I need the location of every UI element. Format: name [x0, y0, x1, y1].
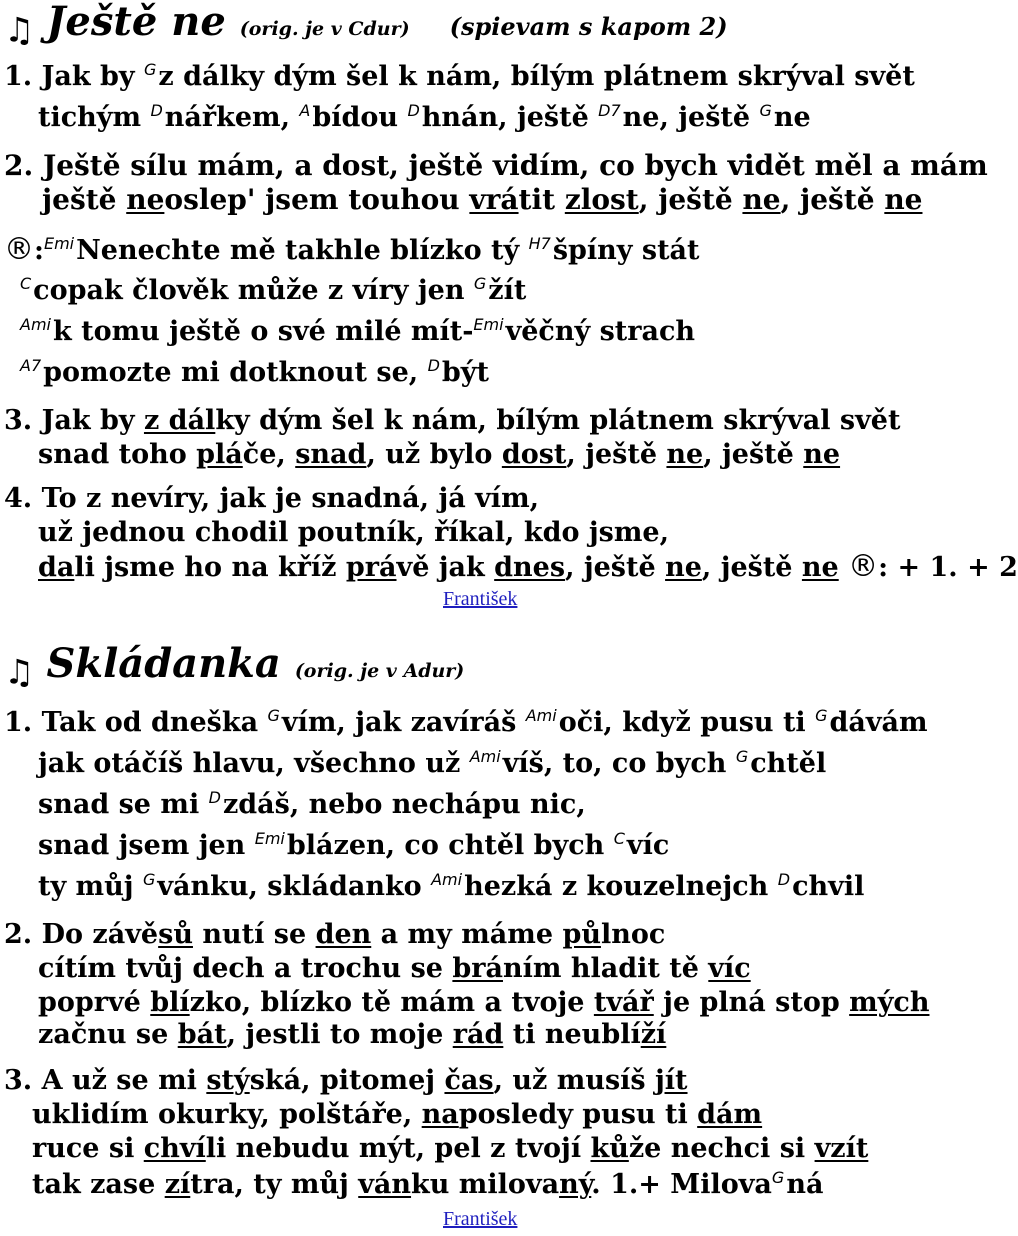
lyric-text: ky — [215, 405, 250, 436]
refrain-line — [20, 317, 695, 350]
lyric-text: copak člověk může z víry jen — [33, 275, 465, 306]
lyric-text: ná — [786, 1169, 824, 1200]
lyric-text: , jestli to moje — [226, 1019, 444, 1050]
verse-line — [38, 549, 1018, 584]
lyric-text: víc — [626, 830, 670, 861]
lyric-text: že nechci si — [628, 1133, 806, 1164]
lyric-text: : + 1. + 2 — [878, 552, 1018, 583]
lyric-text: tvář — [593, 987, 654, 1018]
lyric-text: prá — [345, 552, 397, 583]
chord: D7 — [598, 101, 621, 120]
verse-line — [4, 406, 900, 436]
lyric-text: poprvé — [38, 987, 141, 1018]
lyric-text: Jak by — [41, 61, 135, 92]
song-1-original-key: (orig. je v Cdur) — [239, 18, 410, 40]
chord: G — [143, 60, 157, 79]
chord: G — [815, 706, 828, 725]
refrain-line — [20, 276, 526, 309]
music-note-icon: ♫ — [4, 10, 35, 51]
lyric-text: zko, blízko tě mám a tvoje — [189, 987, 585, 1018]
chord: Ami — [20, 315, 51, 334]
verse-number: 3. — [4, 405, 33, 436]
lyric-text: ne — [801, 552, 839, 583]
verse-line — [32, 1134, 868, 1164]
lyric-text: den — [315, 919, 372, 950]
chord: D — [208, 788, 221, 807]
verse-line — [4, 1066, 688, 1096]
verse-number: 1. — [4, 61, 33, 92]
lyric-text: A už se mi — [41, 1065, 197, 1096]
lyric-text: už jednou chodil poutník, říkal, kdo jsme, — [38, 517, 669, 548]
lyric-text: Do závě — [41, 919, 159, 950]
lyric-text: ruce si — [32, 1133, 135, 1164]
lyric-text: blázen, co chtěl bych — [286, 830, 605, 861]
song-1-title: Ještě ne — [46, 0, 226, 45]
lyric-text: ne — [666, 439, 704, 470]
lyric-text: Ještě sílu mám, a dost, ještě vidím, co bych vidět měl a mám — [42, 149, 988, 182]
lyric-text: jak otáčíš hlavu, všechno už — [38, 748, 461, 779]
lyric-text: špíny stát — [552, 235, 700, 266]
lyric-text: mých — [849, 987, 930, 1018]
lyric-text: vánku, skládanko — [157, 871, 422, 902]
verse-number: 1. — [4, 707, 33, 738]
lyric-text: zí — [164, 1169, 191, 1200]
chord: G — [267, 706, 280, 725]
lyric-text: snad jsem jen — [38, 830, 246, 861]
verse-line — [38, 440, 840, 470]
lyric-text: víc — [708, 953, 751, 984]
song-1-capo-note: (spievam s kapom 2) — [449, 12, 728, 41]
lyric-text: ne — [665, 552, 702, 583]
lyric-text: ne, ještě — [622, 102, 751, 133]
chord: G — [142, 870, 156, 889]
chord: A7 — [20, 356, 42, 375]
lyric-text: brá — [452, 953, 503, 984]
lyric-text: ská, pitomej — [249, 1065, 436, 1096]
lyric-text: lnoc — [600, 919, 666, 950]
chord: Ami — [431, 870, 463, 889]
lyric-text: blí — [150, 987, 190, 1018]
lyric-text: nářkem, — [164, 102, 291, 133]
lyric-text: ván — [358, 1169, 412, 1200]
lyric-text: jít — [655, 1065, 688, 1096]
lyric-text: ne — [884, 183, 923, 216]
verse-line — [38, 831, 669, 864]
chord: C — [20, 274, 32, 293]
lyric-text: chtěl — [750, 748, 827, 779]
lyric-text: posledy pusu ti — [458, 1099, 688, 1130]
lyric-text: , už bylo — [366, 439, 493, 470]
lyric-text: To z nevíry, jak je snadná, já vím, — [41, 483, 540, 514]
lyric-text: zdáš, nebo nechápu nic, — [222, 789, 586, 820]
verse-line — [38, 790, 586, 823]
author-link[interactable]: František — [443, 1208, 518, 1230]
registered-icon: ® — [848, 549, 879, 584]
lyric-text: na — [421, 1099, 459, 1130]
verse-line — [38, 103, 811, 136]
lyric-text: dost — [501, 439, 567, 470]
lyric-text: tit — [518, 183, 556, 216]
chord: C — [613, 829, 625, 848]
author-link[interactable]: František — [443, 588, 518, 610]
lyric-text: čas — [444, 1065, 494, 1096]
chord: Ami — [469, 747, 501, 766]
lyric-text: ků — [590, 1133, 629, 1164]
lyric-text: ty můj — [38, 871, 134, 902]
lyric-text: cítím tvůj dech a trochu se — [38, 953, 443, 984]
lyric-text: tichým — [38, 102, 142, 133]
lyric-text: , ještě — [566, 439, 658, 470]
lyric-text: , ještě — [701, 552, 793, 583]
chord: G — [473, 274, 487, 293]
lyric-text: vě jak — [396, 552, 485, 583]
lyric-text: ne — [126, 183, 165, 216]
verse-line — [32, 1170, 823, 1203]
chord: G — [771, 1168, 785, 1187]
song-1-header — [4, 0, 728, 51]
lyric-text: a my máme — [380, 919, 554, 950]
chord: A — [299, 101, 311, 120]
lyric-text: dnes — [494, 552, 566, 583]
lyric-text: tra, ty můj — [190, 1169, 349, 1200]
lyric-text: pomozte mi dotknout se, — [43, 357, 419, 388]
chord: Emi — [43, 234, 75, 253]
lyric-text: z dál — [143, 405, 216, 436]
lyric-text: oslep' jsem touhou — [164, 183, 460, 216]
chord: Emi — [254, 829, 285, 848]
music-note-icon: ♫ — [4, 652, 35, 693]
verse-number: 3. — [4, 1065, 33, 1096]
lyric-text: snad toho — [38, 439, 187, 470]
verse-line — [42, 185, 922, 215]
lyric-text: stý — [206, 1065, 250, 1096]
lyric-text: dým šel k nám, bílým plátnem skrýval svět — [259, 405, 901, 436]
lyric-text: z dálky dým šel k nám, bílým plátnem skrýval svět — [158, 61, 915, 92]
lyric-text: da — [38, 552, 75, 583]
verse-line — [4, 708, 928, 741]
verse-number: 4. — [4, 483, 33, 514]
chord: D — [427, 356, 440, 375]
lyric-text: chví — [143, 1133, 206, 1164]
verse-number: 2. — [4, 149, 34, 182]
lyric-text: li jsme ho na kříž — [74, 552, 337, 583]
lyric-text: plá — [196, 439, 243, 470]
lyric-text: snad — [295, 439, 367, 470]
lyric-text: zlost — [564, 183, 639, 216]
lyric-text: : — [34, 235, 44, 266]
chord: D — [777, 870, 791, 889]
lyric-text: Tak od dneška — [41, 707, 259, 738]
lyric-text: být — [441, 357, 489, 388]
lyric-text: chvil — [792, 871, 865, 902]
lyric-text: Nenechte mě takhle blízko tý — [76, 235, 520, 266]
lyric-text: rád — [452, 1019, 504, 1050]
lyric-text: ne — [742, 183, 781, 216]
lyric-text: dávám — [829, 707, 928, 738]
verse-line — [38, 1020, 666, 1050]
lyric-text: . 1.+ Milova — [591, 1169, 772, 1200]
registered-icon: ® — [4, 232, 34, 267]
lyric-text: , ještě — [703, 439, 794, 470]
lyric-text: , ještě — [638, 183, 733, 216]
chord: G — [759, 101, 772, 120]
lyric-text: vím, jak zavíráš — [281, 707, 517, 738]
verse-line — [4, 151, 988, 181]
verse-line — [38, 954, 751, 984]
lyric-text: ný — [559, 1169, 592, 1200]
verse-line — [32, 1100, 762, 1130]
verse-line — [38, 988, 929, 1018]
lyric-text: uklidím okurky, polštáře, — [32, 1099, 413, 1130]
lyric-text: ním hladit tě — [502, 953, 699, 984]
chord: H7 — [528, 234, 551, 253]
lyric-text: dám — [697, 1099, 763, 1130]
lyric-text: snad se mi — [38, 789, 200, 820]
lyric-text: věčný strach — [505, 316, 696, 347]
chord: Ami — [525, 706, 557, 725]
lyric-text: bídou — [312, 102, 399, 133]
chord: D — [407, 101, 420, 120]
verse-number: 2. — [4, 919, 33, 950]
lyric-text: pů — [562, 919, 601, 950]
lyric-text: hnán, ještě — [421, 102, 589, 133]
lyric-text: je plná stop — [663, 987, 840, 1018]
lyric-text: sů — [158, 919, 193, 950]
lyric-text: če, — [242, 439, 286, 470]
lyric-text: vrá — [469, 183, 519, 216]
lyric-text: , už musíš — [493, 1065, 646, 1096]
lyric-text: začnu se — [38, 1019, 169, 1050]
chord: Emi — [473, 315, 504, 334]
refrain-line — [20, 358, 489, 391]
lyric-text: , ještě — [565, 552, 656, 583]
lyric-text: tak zase — [32, 1169, 156, 1200]
lyric-text: bát — [177, 1019, 227, 1050]
song-2-title: Skládanka — [46, 640, 281, 687]
song-2-original-key: (orig. je v Adur) — [294, 660, 465, 682]
verse-line — [4, 62, 915, 95]
chord: D — [150, 101, 163, 120]
lyric-text: víš, to, co bych — [502, 748, 727, 779]
lyric-text: ku milova — [411, 1169, 560, 1200]
lyric-text: ží — [640, 1019, 667, 1050]
lyric-text: Jak by — [41, 405, 135, 436]
verse-line — [4, 484, 539, 514]
lyric-text: žít — [488, 275, 527, 306]
lyric-text: ti neublí — [512, 1019, 641, 1050]
lyric-text: k tomu ještě o své milé mít- — [52, 316, 474, 347]
lyric-text: vzít — [814, 1133, 869, 1164]
verse-line — [38, 872, 864, 905]
lyric-text: , ještě — [780, 183, 875, 216]
lyric-text: li nebudu mýt, pel z tvojí — [205, 1133, 582, 1164]
lyric-text: hezká z kouzelnejch — [464, 871, 769, 902]
verse-line — [4, 920, 665, 950]
lyric-text: nutí se — [202, 919, 307, 950]
verse-line — [38, 518, 669, 548]
song-2-header — [4, 640, 464, 693]
lyric-text: ještě — [42, 183, 117, 216]
refrain-line — [4, 232, 700, 269]
lyric-text: oči, když pusu ti — [558, 707, 806, 738]
lyric-text: ne — [803, 439, 841, 470]
lyric-text: ne — [773, 102, 811, 133]
verse-line — [38, 749, 826, 782]
chord: G — [735, 747, 749, 766]
